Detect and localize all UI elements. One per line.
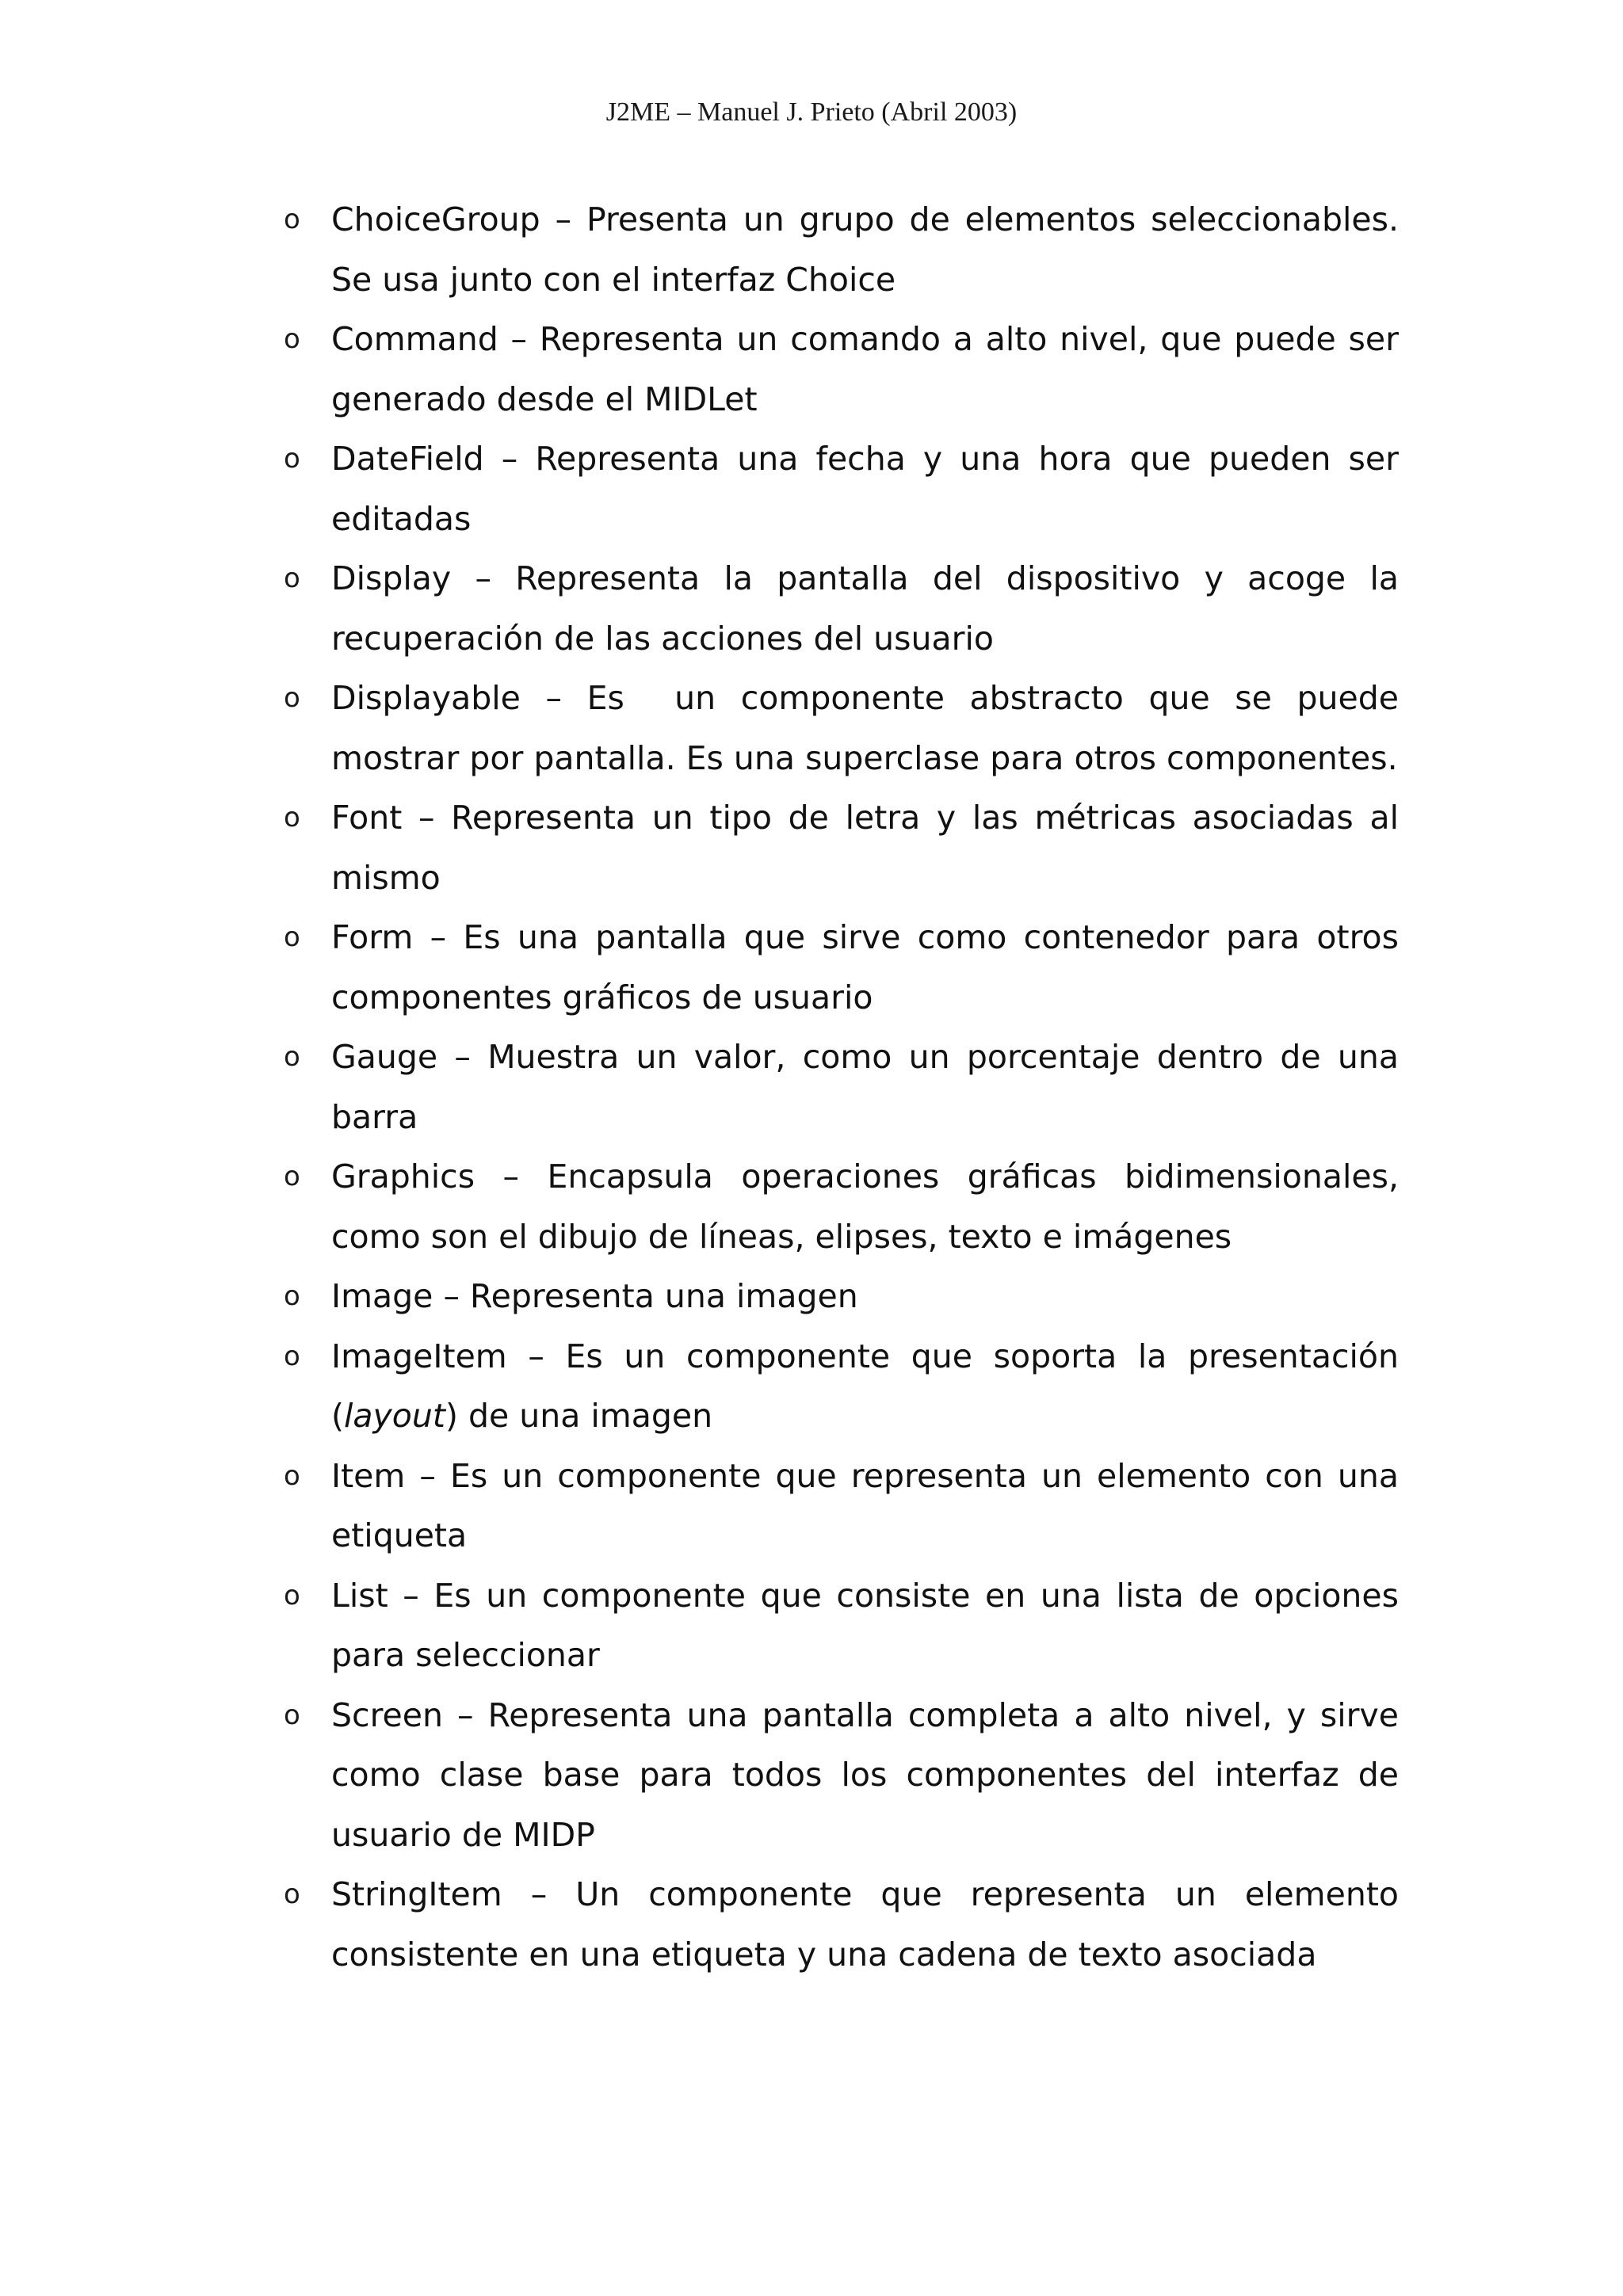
item-description: Es un componente que soporta la presentación ( xyxy=(331,1337,1399,1435)
bullet-icon: o xyxy=(284,921,300,953)
bullet-icon: o xyxy=(284,563,300,594)
item-term: Displayable xyxy=(331,679,521,717)
list-item-text xyxy=(331,310,1399,429)
list-item-item xyxy=(0,1447,1623,1566)
item-term: Screen xyxy=(331,1695,443,1734)
list-item-text xyxy=(331,1686,1399,1866)
item-description: Representa un tipo de letra y las métricas asociadas al mismo xyxy=(331,799,1399,897)
item-separator: – xyxy=(405,1456,450,1495)
list-item-text xyxy=(331,1147,1399,1267)
bullet-icon: o xyxy=(284,1280,300,1312)
item-description: Representa una fecha y una hora que pueden ser editadas xyxy=(331,440,1399,538)
list-item-screen xyxy=(0,1686,1623,1866)
item-term: DateField xyxy=(331,440,484,478)
item-description: Encapsula operaciones gráficas bidimensionales, como son el dibujo de líneas, elipses, texto e imágenes xyxy=(331,1158,1399,1256)
item-description: Es un componente abstracto que se puede mostrar por pantalla. Es una superclase para otros componentes. xyxy=(331,679,1410,777)
list-item-text xyxy=(331,1566,1399,1686)
list-item-text xyxy=(331,788,1399,908)
list-item-graphics xyxy=(0,1147,1623,1267)
item-term: Form xyxy=(331,918,414,956)
item-separator: – xyxy=(520,679,587,717)
list-item-text xyxy=(331,1447,1399,1566)
list-item-stringitem xyxy=(0,1865,1623,1985)
item-term: ChoiceGroup xyxy=(331,200,540,238)
bullet-icon: o xyxy=(284,443,300,475)
item-separator: – xyxy=(413,918,464,956)
item-term: Command xyxy=(331,320,498,358)
bullet-icon: o xyxy=(284,1699,300,1731)
item-term: StringItem xyxy=(331,1875,502,1913)
item-separator: – xyxy=(442,1695,488,1734)
bullet-icon: o xyxy=(284,1161,300,1192)
item-separator: – xyxy=(540,200,586,238)
item-separator: – xyxy=(498,320,540,358)
item-description: Representa la pantalla del dispositivo y acoge la recuperación de las acciones del usuario xyxy=(331,559,1399,658)
bullet-icon: o xyxy=(284,1579,300,1611)
list-item-text xyxy=(331,1028,1399,1147)
bullet-icon: o xyxy=(284,682,300,714)
item-term: Graphics xyxy=(331,1158,475,1196)
list-item-image xyxy=(0,1267,1623,1327)
item-term: Image xyxy=(331,1277,433,1315)
list-item-text xyxy=(331,1267,1399,1327)
list-item-text xyxy=(331,429,1399,549)
item-term: Gauge xyxy=(331,1038,438,1076)
list-item-text xyxy=(331,190,1399,310)
item-separator: – xyxy=(402,799,452,837)
list-item-text xyxy=(331,549,1399,669)
list-item-gauge xyxy=(0,1028,1623,1147)
item-separator: – xyxy=(388,1576,434,1615)
item-separator: – xyxy=(506,1337,566,1375)
item-description: Representa una imagen xyxy=(469,1277,858,1315)
item-description: Representa un comando a alto nivel, que puede ser generado desde el MIDLet xyxy=(331,320,1399,418)
item-separator: – xyxy=(475,1158,548,1196)
list-item-command xyxy=(0,310,1623,429)
list-item-datefield xyxy=(0,429,1623,549)
component-list xyxy=(0,190,1623,1985)
bullet-icon: o xyxy=(284,1878,300,1910)
item-description: Presenta un grupo de elementos seleccionables. Se usa junto con el interfaz Choice xyxy=(331,200,1399,299)
item-separator: – xyxy=(451,559,516,597)
item-separator: – xyxy=(502,1875,576,1913)
item-description: Representa una pantalla completa a alto nivel, y sirve como clase base para todos los componentes del interfaz de usuario de MIDP xyxy=(331,1695,1399,1854)
list-item-text xyxy=(331,908,1399,1028)
item-term: ImageItem xyxy=(331,1337,507,1375)
bullet-icon: o xyxy=(284,802,300,833)
item-description: Un componente que representa un elemento consistente en una etiqueta y una cadena de texto asociada xyxy=(331,1875,1399,1974)
list-item-font xyxy=(0,788,1623,908)
item-separator: – xyxy=(433,1277,470,1315)
item-term: Display xyxy=(331,559,452,597)
list-item-text xyxy=(331,669,1410,788)
bullet-icon: o xyxy=(284,323,300,355)
list-item-display xyxy=(0,549,1623,669)
item-term: Font xyxy=(331,799,403,837)
list-item-text xyxy=(331,1327,1399,1447)
bullet-icon: o xyxy=(284,204,300,235)
page-header: J2ME – Manuel J. Prieto (Abril 2003) xyxy=(605,97,1018,127)
list-item-choicegroup xyxy=(0,190,1623,310)
list-item-form xyxy=(0,908,1623,1028)
list-item-list xyxy=(0,1566,1623,1686)
item-description: Es un componente que representa un elemento con una etiqueta xyxy=(331,1456,1399,1554)
item-description: Muestra un valor, como un porcentaje dentro de una barra xyxy=(331,1038,1399,1136)
bullet-icon: o xyxy=(284,1459,300,1492)
item-description: Es una pantalla que sirve como contenedor para otros componentes gráficos de usuario xyxy=(331,918,1399,1016)
list-item-displayable xyxy=(0,669,1623,788)
list-item-imageitem xyxy=(0,1327,1623,1447)
item-description: Es un componente que consiste en una lista de opciones para seleccionar xyxy=(331,1576,1399,1674)
item-description-emphasis: layout xyxy=(344,1397,445,1435)
item-description-tail: ) de una imagen xyxy=(445,1397,713,1435)
bullet-icon: o xyxy=(284,1340,300,1372)
item-separator: – xyxy=(483,440,536,478)
item-separator: – xyxy=(437,1038,488,1076)
item-term: List xyxy=(331,1576,388,1615)
list-item-text xyxy=(331,1865,1399,1985)
bullet-icon: o xyxy=(284,1041,300,1073)
item-term: Item xyxy=(331,1456,406,1495)
